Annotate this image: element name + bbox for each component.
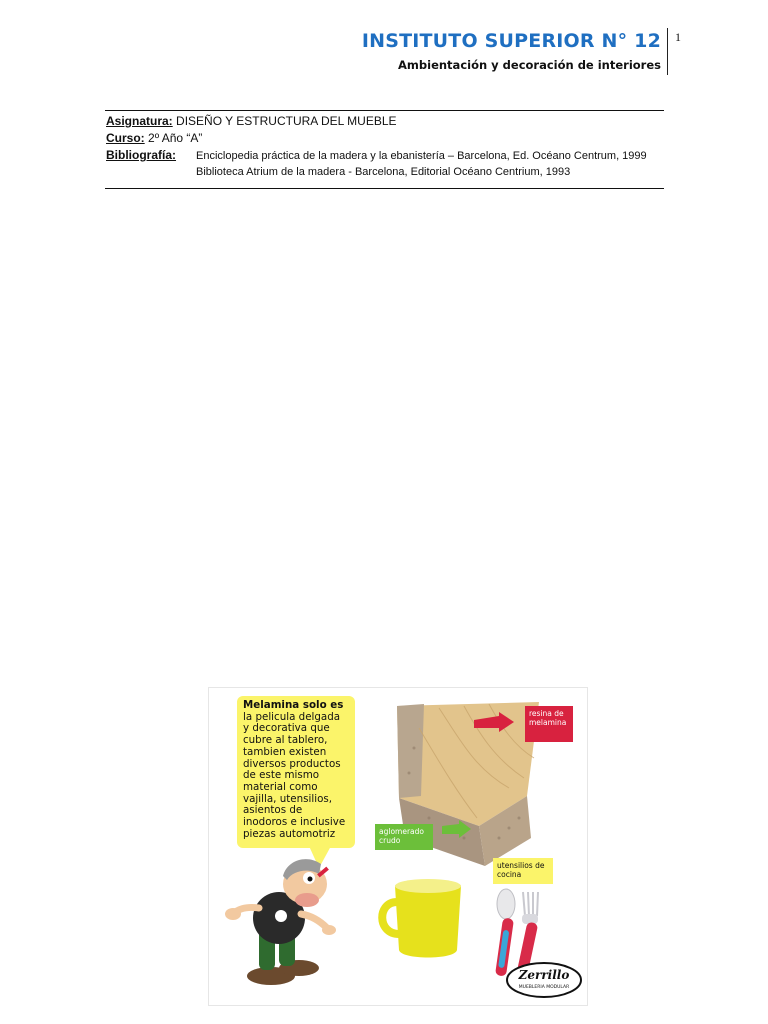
cartoon-character	[225, 859, 336, 985]
bibliografia-label: Bibliografía:	[106, 148, 177, 162]
mug-graphic	[382, 879, 461, 958]
top-rule	[105, 110, 664, 111]
curso-line	[106, 131, 202, 145]
label-utensilios: utensilios de cocina	[493, 858, 553, 884]
bibliography-entry: Biblioteca Atrium de la madera - Barcelona, Editorial Océano Centrium, 1993	[196, 166, 571, 178]
logo-text: Zerrillo	[518, 968, 570, 982]
institute-title: INSTITUTO SUPERIOR N° 12	[361, 30, 661, 52]
bubble-text: la pelicula delgada y decorativa que cubre al tablero, tambien existen diversos productos de este mismo material como vajilla, utensilios, asientos de inodoros e inclusive piezas automotriz	[243, 710, 346, 840]
label-resina: resina de melamina	[525, 706, 573, 742]
melamine-illustration	[208, 687, 588, 1006]
asignatura-label: Asignatura:	[106, 114, 173, 128]
curso-label: Curso:	[106, 131, 145, 145]
asignatura-value: DISEÑO Y ESTRUCTURA DEL MUEBLE	[176, 114, 397, 128]
label-aglomerado: aglomerado crudo	[375, 824, 433, 850]
bottom-rule	[105, 188, 664, 189]
asignatura-line	[106, 114, 397, 128]
page-number: 1	[675, 30, 681, 44]
logo-subtext: MUEBLERIA MODULAR	[518, 985, 570, 990]
header-divider	[667, 28, 668, 75]
institute-subtitle: Ambientación y decoración de interiores	[398, 58, 661, 72]
bibliography-entry: Enciclopedia práctica de la madera y la ebanistería – Barcelona, Ed. Océano Centrum, 1999	[196, 150, 647, 162]
bibliografia-line	[106, 148, 176, 162]
bubble-heading: Melamina solo es	[243, 699, 344, 711]
curso-value: 2º Año “A”	[148, 131, 203, 145]
